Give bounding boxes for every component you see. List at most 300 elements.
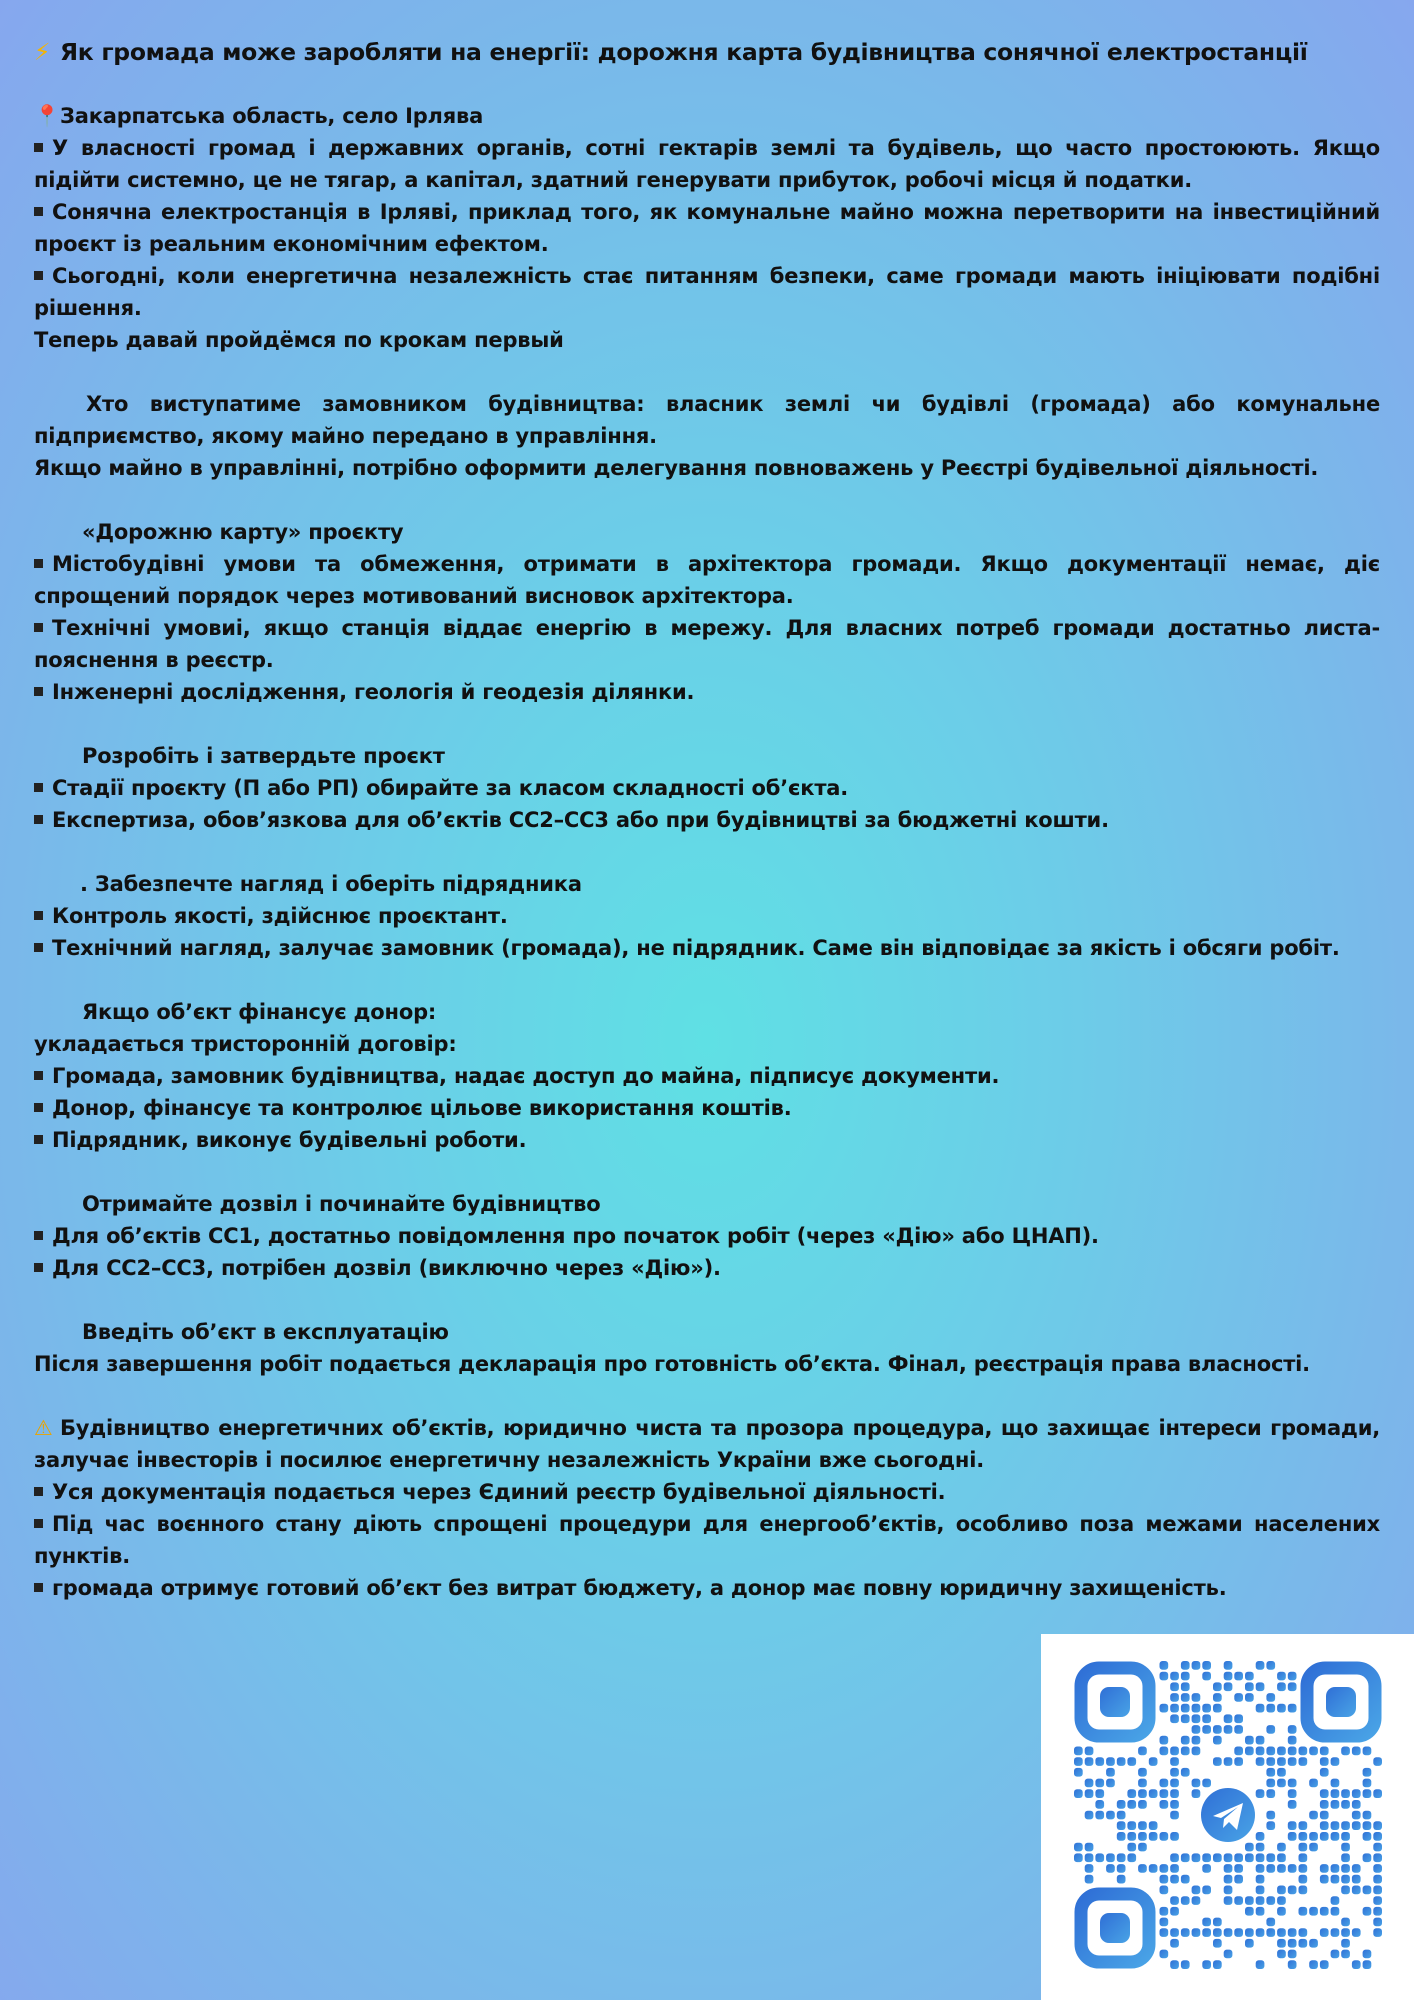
bullet-icon (34, 143, 43, 152)
qr-module (1213, 1960, 1222, 1969)
qr-module (1160, 1886, 1169, 1895)
qr-module (1234, 1672, 1243, 1681)
qr-module (1266, 1704, 1275, 1713)
qr-module (1245, 1693, 1254, 1702)
qr-module (1341, 1843, 1350, 1852)
qr-module (1202, 1886, 1211, 1895)
qr-module (1320, 1832, 1329, 1841)
qr-code[interactable] (1041, 1634, 1414, 2000)
qr-module (1363, 1886, 1372, 1895)
qr-module (1192, 1661, 1201, 1670)
qr-module (1288, 1789, 1297, 1798)
qr-module (1320, 1789, 1329, 1798)
qr-module (1170, 1768, 1179, 1777)
qr-module (1192, 1886, 1201, 1895)
qr-module (1234, 1853, 1243, 1862)
location-line: 📍Закарпатська область, село Ірлява (34, 100, 1380, 132)
qr-module (1127, 1821, 1136, 1830)
qr-module (1192, 1736, 1201, 1745)
qr-module (1245, 1736, 1254, 1745)
warning-item: Уся документація подається через Єдиний реєстр будівельної діяльності. (34, 1476, 1380, 1508)
roadmap-heading: «Дорожню карту» проєкту (82, 520, 404, 544)
qr-module (1363, 1747, 1372, 1756)
warning-icon: ⚠ (34, 1416, 53, 1440)
qr-module (1213, 1928, 1222, 1937)
permit-heading: Отримайте дозвіл і починайте будівництво (82, 1192, 601, 1216)
qr-module (1095, 1800, 1104, 1809)
design-heading: Розробіть і затвердьте проєкт (82, 744, 445, 768)
customer-text: Хто виступатиме замовником будівництва: власник землі чи будівлі (громада) або комунальне підприємство, якому майно передано в управління. (34, 392, 1380, 448)
qr-module (1106, 1768, 1115, 1777)
qr-module (1363, 1789, 1372, 1798)
qr-module (1224, 1682, 1233, 1691)
qr-module (1331, 1896, 1340, 1905)
qr-module (1106, 1864, 1115, 1873)
qr-module (1341, 1800, 1350, 1809)
qr-module (1245, 1672, 1254, 1681)
qr-module (1373, 1918, 1382, 1927)
donor-item: Підрядник, виконує будівельні роботи. (34, 1124, 1380, 1156)
qr-module (1170, 1960, 1179, 1969)
qr-module (1373, 1907, 1382, 1916)
qr-module (1181, 1704, 1190, 1713)
qr-module (1213, 1757, 1222, 1766)
bullet-icon (34, 687, 43, 696)
qr-module (1277, 1853, 1286, 1862)
qr-module (1341, 1886, 1350, 1895)
qr-module (1181, 1672, 1190, 1681)
qr-module (1288, 1928, 1297, 1937)
qr-module (1288, 1832, 1297, 1841)
qr-module (1213, 1918, 1222, 1927)
qr-module (1202, 1704, 1211, 1713)
bullet-icon (34, 1487, 43, 1496)
qr-module (1363, 1907, 1372, 1916)
donor-subheading: укладається тристоронній договір: (34, 1032, 457, 1056)
qr-module (1256, 1896, 1265, 1905)
qr-module (1288, 1704, 1297, 1713)
qr-module (1341, 1939, 1350, 1948)
qr-module (1352, 1747, 1361, 1756)
qr-module (1331, 1950, 1340, 1959)
qr-module (1106, 1811, 1115, 1820)
qr-module (1288, 1821, 1297, 1830)
qr-module (1202, 1918, 1211, 1927)
qr-module (1170, 1864, 1179, 1873)
qr-module (1160, 1928, 1169, 1937)
qr-module (1288, 1864, 1297, 1873)
qr-module (1331, 1875, 1340, 1884)
permit-item: Для об’єктів СС1, достатньо повідомлення про початок робіт (через «Дію» або ЦНАП). (34, 1220, 1380, 1252)
qr-module (1117, 1875, 1126, 1884)
qr-module (1320, 1757, 1329, 1766)
qr-module (1138, 1843, 1147, 1852)
qr-module (1277, 1939, 1286, 1948)
qr-module (1234, 1757, 1243, 1766)
qr-module (1138, 1800, 1147, 1809)
qr-module (1138, 1864, 1147, 1873)
qr-module (1181, 1853, 1190, 1862)
qr-module (1352, 1800, 1361, 1809)
qr-module (1352, 1886, 1361, 1895)
qr-module (1149, 1821, 1158, 1830)
qr-module (1170, 1800, 1179, 1809)
qr-module (1256, 1736, 1265, 1745)
qr-module (1331, 1779, 1340, 1788)
qr-module (1224, 1864, 1233, 1873)
qr-module (1352, 1821, 1361, 1830)
qr-module (1234, 1725, 1243, 1734)
qr-module (1224, 1950, 1233, 1959)
qr-module (1213, 1682, 1222, 1691)
permit-item: Для СС2–СС3, потрібен дозвіл (виключно через «Дію»). (34, 1252, 1380, 1284)
qr-module (1363, 1821, 1372, 1830)
bullet-icon (34, 1263, 43, 1272)
qr-module (1277, 1907, 1286, 1916)
qr-module (1181, 1928, 1190, 1937)
qr-module (1320, 1768, 1329, 1777)
bullet-icon (34, 1071, 43, 1080)
qr-module (1127, 1843, 1136, 1852)
qr-module (1213, 1939, 1222, 1948)
qr-module (1320, 1875, 1329, 1884)
qr-module (1299, 1853, 1308, 1862)
qr-module (1288, 1800, 1297, 1809)
qr-module (1224, 1661, 1233, 1670)
qr-module (1266, 1811, 1275, 1820)
intro-item: Сьогодні, коли енергетична незалежність стає питанням безпеки, саме громади мають ініціювати подібні рішення. (34, 264, 1380, 320)
qr-module (1373, 1843, 1382, 1852)
qr-module (1256, 1757, 1265, 1766)
qr-module (1117, 1864, 1126, 1873)
qr-module (1181, 1682, 1190, 1691)
qr-module (1266, 1661, 1275, 1670)
lightning-icon: ⚡ (34, 38, 51, 66)
qr-module (1138, 1789, 1147, 1798)
qr-module (1095, 1789, 1104, 1798)
qr-module (1256, 1960, 1265, 1969)
qr-module (1224, 1853, 1233, 1862)
warning-item: громада отримує готовий об’єкт без витрат бюджету, а донор має повну юридичну захищеність. (34, 1572, 1380, 1604)
bullet-icon (34, 559, 43, 568)
page-title: ⚡ Як громада може заробляти на енергії: дорожня карта будівництва сонячної електростанції (34, 38, 1308, 66)
qr-module (1331, 1789, 1340, 1798)
qr-module (1256, 1907, 1265, 1916)
bullet-icon (34, 271, 43, 280)
qr-module (1085, 1747, 1094, 1756)
qr-module (1149, 1832, 1158, 1841)
qr-module (1309, 1939, 1318, 1948)
qr-module (1170, 1811, 1179, 1820)
qr-module (1202, 1853, 1211, 1862)
intro-item: Сонячна електростанція в Ірляві, приклад того, як комунальне майно можна перетворити на інвестиційний проєкт із реальним економічним ефектом. (34, 200, 1380, 256)
qr-module (1160, 1789, 1169, 1798)
qr-module (1288, 1950, 1297, 1959)
qr-module (1224, 1714, 1233, 1723)
qr-module (1299, 1843, 1308, 1852)
qr-module (1299, 1832, 1308, 1841)
qr-module (1181, 1693, 1190, 1702)
qr-module (1149, 1789, 1158, 1798)
bullet-icon (34, 1583, 43, 1592)
qr-module (1117, 1811, 1126, 1820)
qr-module (1299, 1747, 1308, 1756)
qr-module (1192, 1928, 1201, 1937)
qr-module (1085, 1875, 1094, 1884)
qr-module (1138, 1832, 1147, 1841)
qr-module (1341, 1832, 1350, 1841)
roadmap-item: Містобудівні умови та обмеження, отримати в архітектора громади. Якщо документації немає, діє спрощений порядок через мотивований висновок архітектора. (34, 552, 1380, 608)
qr-module (1277, 1672, 1286, 1681)
qr-module (1181, 1768, 1190, 1777)
qr-module (1106, 1779, 1115, 1788)
qr-module (1138, 1821, 1147, 1830)
qr-module (1234, 1714, 1243, 1723)
qr-module (1192, 1693, 1201, 1702)
qr-module (1309, 1843, 1318, 1852)
qr-module (1363, 1853, 1372, 1862)
qr-module (1074, 1789, 1083, 1798)
qr-module (1160, 1907, 1169, 1916)
qr-module (1331, 1757, 1340, 1766)
qr-module (1363, 1811, 1372, 1820)
qr-module (1213, 1725, 1222, 1734)
qr-module (1170, 1907, 1179, 1916)
roadmap-item: Інженерні дослідження, геологія й геодезія ділянки. (34, 676, 1380, 708)
qr-module (1288, 1960, 1297, 1969)
qr-module (1245, 1896, 1254, 1905)
qr-module (1170, 1779, 1179, 1788)
qr-module (1160, 1918, 1169, 1927)
qr-module (1352, 1789, 1361, 1798)
qr-module (1299, 1821, 1308, 1830)
qr-module (1277, 1843, 1286, 1852)
qr-module (1170, 1928, 1179, 1937)
qr-module (1170, 1853, 1179, 1862)
bullet-icon (34, 1103, 43, 1112)
bullet-icon (34, 1135, 43, 1144)
qr-module (1373, 1886, 1382, 1895)
qr-module (1117, 1853, 1126, 1862)
qr-module (1117, 1757, 1126, 1766)
qr-module (1320, 1800, 1329, 1809)
qr-module (1266, 1853, 1275, 1862)
supervision-item: Контроль якості, здійснює проєктант. (34, 900, 1380, 932)
donor-item: Донор, фінансує та контролює цільове використання коштів. (34, 1092, 1380, 1124)
qr-module (1213, 1736, 1222, 1745)
qr-module (1288, 1779, 1297, 1788)
qr-module (1085, 1757, 1094, 1766)
qr-module (1160, 1779, 1169, 1788)
qr-module (1363, 1960, 1372, 1969)
qr-module (1245, 1928, 1254, 1937)
qr-module (1256, 1747, 1265, 1756)
qr-module (1245, 1747, 1254, 1756)
qr-module (1277, 1704, 1286, 1713)
qr-module (1138, 1768, 1147, 1777)
qr-module (1363, 1779, 1372, 1788)
qr-module (1224, 1725, 1233, 1734)
qr-module (1095, 1811, 1104, 1820)
qr-module (1202, 1960, 1211, 1969)
qr-module (1256, 1875, 1265, 1884)
qr-module (1266, 1928, 1275, 1937)
commissioning-heading: Введіть об’єкт в експлуатацію (82, 1320, 449, 1344)
qr-module (1138, 1779, 1147, 1788)
qr-module (1149, 1757, 1158, 1766)
qr-module (1224, 1886, 1233, 1895)
qr-module (1224, 1672, 1233, 1681)
qr-module (1256, 1704, 1265, 1713)
qr-module (1299, 1886, 1308, 1895)
qr-module (1160, 1747, 1169, 1756)
qr-module (1341, 1928, 1350, 1937)
qr-module (1127, 1832, 1136, 1841)
qr-module (1331, 1928, 1340, 1937)
qr-module (1341, 1918, 1350, 1927)
qr-module (1095, 1757, 1104, 1766)
qr-module (1266, 1789, 1275, 1798)
bullet-icon (34, 783, 43, 792)
qr-module (1299, 1875, 1308, 1884)
qr-module (1256, 1789, 1265, 1798)
qr-module (1277, 1950, 1286, 1959)
qr-module (1373, 1789, 1382, 1798)
qr-module (1363, 1832, 1372, 1841)
warning-text: ⚠ Будівництво енергетичних об’єктів, юридично чиста та прозора процедура, що захищає інтереси громади, залучає інвесторів і посилює енергетичну незалежність України вже сьогодні. (34, 1412, 1380, 1476)
bullet-icon (34, 1519, 43, 1528)
qr-module (1341, 1853, 1350, 1862)
qr-module (1266, 1779, 1275, 1788)
qr-module (1202, 1864, 1211, 1873)
qr-module (1373, 1864, 1382, 1873)
qr-module (1213, 1853, 1222, 1862)
qr-module (1341, 1864, 1350, 1873)
supervision-heading: . Забезпечте нагляд і оберіть підрядника (80, 872, 582, 896)
qr-module (1320, 1907, 1329, 1916)
qr-module (1181, 1875, 1190, 1884)
qr-module (1288, 1736, 1297, 1745)
intro-item: У власності громад і державних органів, сотні гектарів землі та будівель, що часто простоюють. Якщо підійти системно, це не тягар, а капітал, здатний генерувати прибуток, робочі місця й податки. (34, 136, 1380, 192)
qr-module (1160, 1875, 1169, 1884)
qr-module (1288, 1725, 1297, 1734)
donor-item: Громада, замовник будівництва, надає доступ до майна, підписує документи. (34, 1060, 1380, 1092)
qr-module (1266, 1821, 1275, 1830)
qr-module (1331, 1907, 1340, 1916)
qr-module (1309, 1832, 1318, 1841)
qr-module (1160, 1832, 1169, 1841)
qr-module (1224, 1875, 1233, 1884)
qr-module (1181, 1747, 1190, 1756)
qr-module (1320, 1864, 1329, 1873)
qr-module (1266, 1693, 1275, 1702)
qr-module (1245, 1853, 1254, 1862)
qr-module (1117, 1832, 1126, 1841)
design-item: Стадії проєкту (П або РП) обирайте за класом складності об’єкта. (34, 772, 1380, 804)
qr-module (1127, 1800, 1136, 1809)
qr-module (1373, 1832, 1382, 1841)
qr-module (1277, 1757, 1286, 1766)
qr-module (1256, 1661, 1265, 1670)
qr-module (1224, 1757, 1233, 1766)
qr-module (1160, 1736, 1169, 1745)
qr-module (1127, 1789, 1136, 1798)
qr-module (1256, 1886, 1265, 1895)
qr-module (1266, 1747, 1275, 1756)
qr-module (1331, 1800, 1340, 1809)
qr-module (1202, 1928, 1211, 1937)
qr-module (1256, 1832, 1265, 1841)
qr-module (1299, 1757, 1308, 1766)
qr-module (1106, 1853, 1115, 1862)
qr-module (1234, 1875, 1243, 1884)
commissioning-text: Після завершення робіт подається декларація про готовність об’єкта. Фінал, реєстрація права власності. (34, 1352, 1310, 1376)
qr-module (1170, 1693, 1179, 1702)
qr-module (1074, 1768, 1083, 1777)
bullet-icon (34, 815, 43, 824)
qr-module (1149, 1864, 1158, 1873)
qr-module (1074, 1853, 1083, 1862)
bullet-icon (34, 1231, 43, 1240)
bullet-icon (34, 623, 43, 632)
qr-module (1309, 1960, 1318, 1969)
qr-module (1245, 1939, 1254, 1948)
qr-module (1170, 1747, 1179, 1756)
qr-module (1341, 1875, 1350, 1884)
qr-module (1181, 1736, 1190, 1745)
bullet-icon (34, 207, 43, 216)
qr-module (1277, 1864, 1286, 1873)
qr-module (1160, 1672, 1169, 1681)
qr-module (1085, 1843, 1094, 1852)
qr-module (1181, 1960, 1190, 1969)
qr-module (1266, 1864, 1275, 1873)
qr-module (1085, 1811, 1094, 1820)
qr-module (1160, 1950, 1169, 1959)
qr-module (1181, 1661, 1190, 1670)
qr-module (1127, 1757, 1136, 1766)
qr-module (1277, 1928, 1286, 1937)
qr-module (1352, 1864, 1361, 1873)
qr-module (1277, 1747, 1286, 1756)
qr-module (1202, 1779, 1211, 1788)
qr-module (1331, 1864, 1340, 1873)
qr-module (1320, 1821, 1329, 1830)
qr-module (1256, 1843, 1265, 1852)
qr-module (1074, 1757, 1083, 1766)
roadmap-item: Технічні умовиі, якщо станція віддає енергію в мережу. Для власних потреб громади достатньо листа-пояснення в реєстр. (34, 616, 1380, 672)
qr-module (1192, 1704, 1201, 1713)
qr-module (1160, 1661, 1169, 1670)
qr-module (1095, 1779, 1104, 1788)
qr-module (1373, 1896, 1382, 1905)
qr-module (1320, 1960, 1329, 1969)
qr-module (1192, 1853, 1201, 1862)
donor-heading: Якщо об’єкт фінансує донор: (82, 1000, 437, 1024)
qr-module (1192, 1725, 1201, 1734)
qr-module (1202, 1661, 1211, 1670)
qr-module (1256, 1682, 1265, 1691)
steps-intro: Теперь давай пройдёмся по крокам первый (34, 328, 564, 352)
qr-module (1074, 1747, 1083, 1756)
qr-module (1352, 1811, 1361, 1820)
qr-module (1341, 1950, 1350, 1959)
document-body (34, 36, 1380, 1604)
qr-module (1245, 1907, 1254, 1916)
qr-module (1288, 1747, 1297, 1756)
qr-module (1074, 1843, 1083, 1852)
qr-module (1373, 1875, 1382, 1884)
